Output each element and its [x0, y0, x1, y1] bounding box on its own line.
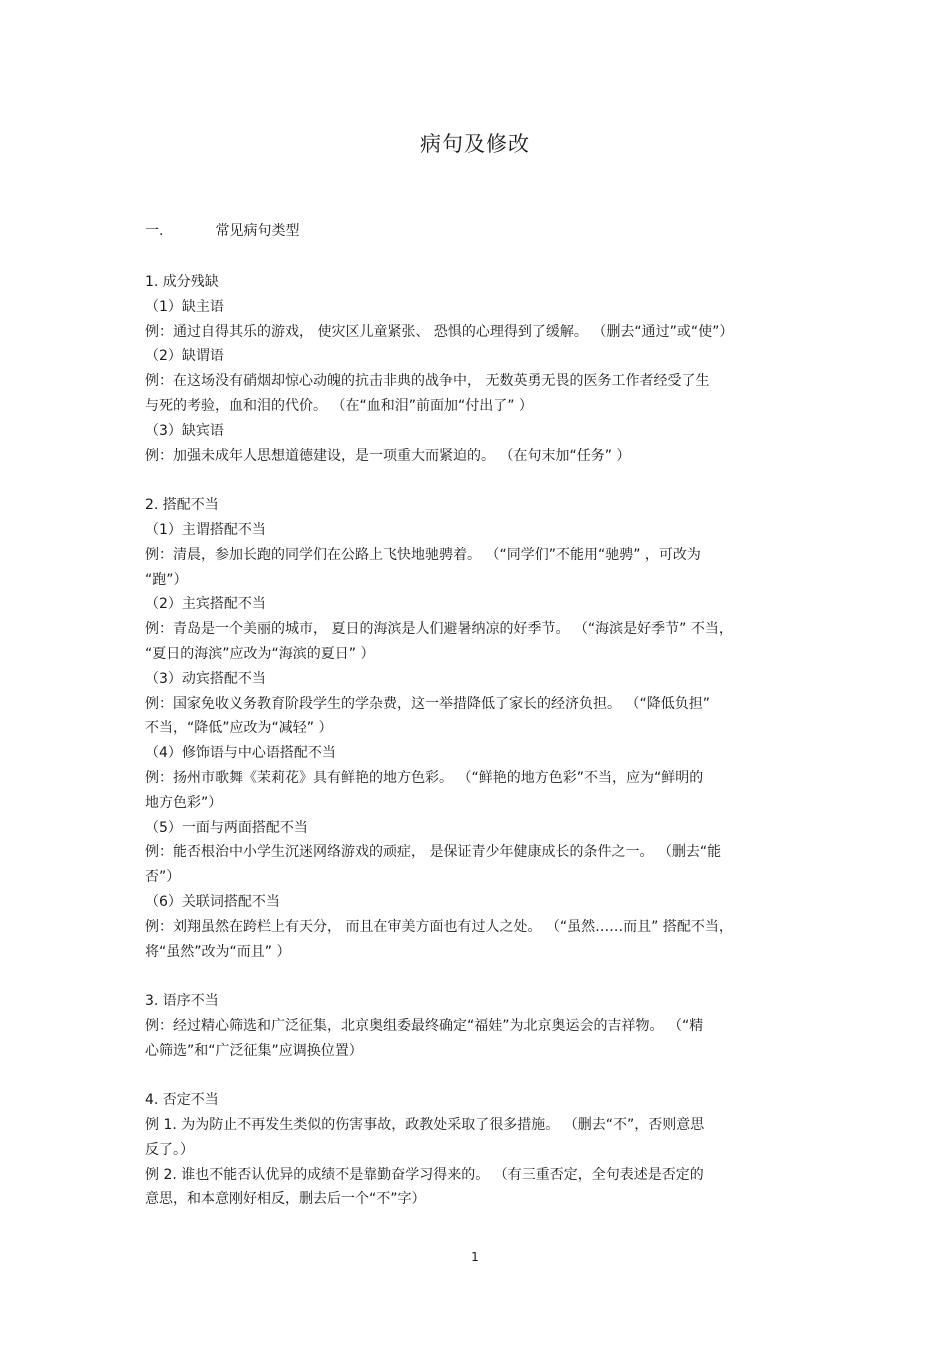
text-line: 例：经过精心筛选和广泛征集，北京奥组委最终确定“福娃”为北京奥运会的吉祥物。 （“精 — [145, 1017, 704, 1034]
text-line: “跑”） — [145, 571, 188, 588]
text-line: （4）修饰语与中心语搭配不当 — [145, 745, 336, 762]
text-line: 例：通过自得其乐的游戏， 使灾区儿童紧张、 恐惧的心理得到了缓解。 （删去“通过”或“使”） — [145, 323, 734, 340]
text-line: 例：刘翔虽然在跨栏上有天分， 而且在审美方面也有过人之处。 （“虽然……而且” 搭配不当， — [145, 918, 733, 935]
paragraph-gap — [145, 964, 810, 989]
text-line: 不当，“降低”应改为“减轻” ） — [145, 720, 333, 737]
text-line: （5）一面与两面搭配不当 — [145, 819, 308, 836]
text-line: 例 2. 谁也不能否认优异的成绩不是靠勤奋学习得来的。 （有三重否定，全句表述是否定的 — [145, 1166, 704, 1183]
text-line: （3）动宾搭配不当 — [145, 670, 266, 687]
document-body — [145, 270, 810, 1212]
text-line: 2. 搭配不当 — [145, 497, 219, 514]
section-number: 一. — [145, 223, 164, 239]
paragraph-gap — [145, 1064, 810, 1089]
text-line: 否”） — [145, 869, 181, 886]
text-line: “夏日的海滨”应改为“海滨的夏日” ） — [145, 645, 375, 662]
text-line: 例：在这场没有硝烟却惊心动魄的抗击非典的战争中， 无数英勇无畏的医务工作者经受了生 — [145, 373, 710, 390]
page-title: 病句及修改 — [420, 132, 530, 156]
text-line: 4. 否定不当 — [145, 1092, 219, 1109]
text-line: （2）缺谓语 — [145, 348, 224, 365]
text-line: 例：加强未成年人思想道德建设，是一项重大而紧迫的。 （在句末加“任务” ） — [145, 447, 631, 464]
text-line: （2）主宾搭配不当 — [145, 596, 266, 613]
text-line: 地方色彩”） — [145, 794, 223, 811]
text-line: 1. 成分残缺 — [145, 274, 219, 290]
text-line: （1）主谓搭配不当 — [145, 521, 266, 538]
text-line: 例：国家免收义务教育阶段学生的学杂费，这一举措降低了家长的经济负担。 （“降低负担” — [145, 695, 710, 712]
section-label: 常见病句类型 — [215, 223, 300, 239]
text-line: 心筛选”和“广泛征集”应调换位置） — [145, 1042, 363, 1059]
text-line: 反了。） — [145, 1141, 194, 1158]
text-line: 例：扬州市歌舞《茉莉花》具有鲜艳的地方色彩。 （“鲜艳的地方色彩”不当，应为“鲜明的 — [145, 769, 704, 786]
text-line: 例：能否根治中小学生沉迷网络游戏的顽症， 是保证青少年健康成长的条件之一。 （删去“能 — [145, 844, 722, 861]
text-line: 例 1. 为为防止不再发生类似的伤害事故，政教处采取了很多措施。 （删去“不”，否则意思 — [145, 1117, 705, 1134]
text-line: 将“虽然”改为“而且” ） — [145, 943, 291, 960]
text-line: 意思，和本意刚好相反，删去后一个“不”字） — [145, 1191, 426, 1208]
text-line: 例：青岛是一个美丽的城市， 夏日的海滨是人们避暑纳凉的好季节。 （“海滨是好季节” 不当， — [145, 621, 733, 638]
text-line: （6）关联词搭配不当 — [145, 893, 280, 910]
text-line: 例：清晨，参加长跑的同学们在公路上飞快地驰骋着。 （“同学们”不能用“驰骋” ，可改为 — [145, 546, 701, 563]
paragraph-gap — [145, 468, 810, 493]
text-line: 与死的考验，血和泪的代价。 （在“血和泪”前面加“付出了” ） — [145, 397, 533, 414]
text-line: （1）缺主语 — [145, 298, 224, 315]
section-heading — [145, 220, 299, 240]
text-line: 3. 语序不当 — [145, 993, 219, 1010]
page-number: 1 — [471, 1250, 479, 1264]
text-line: （3）缺宾语 — [145, 422, 224, 439]
